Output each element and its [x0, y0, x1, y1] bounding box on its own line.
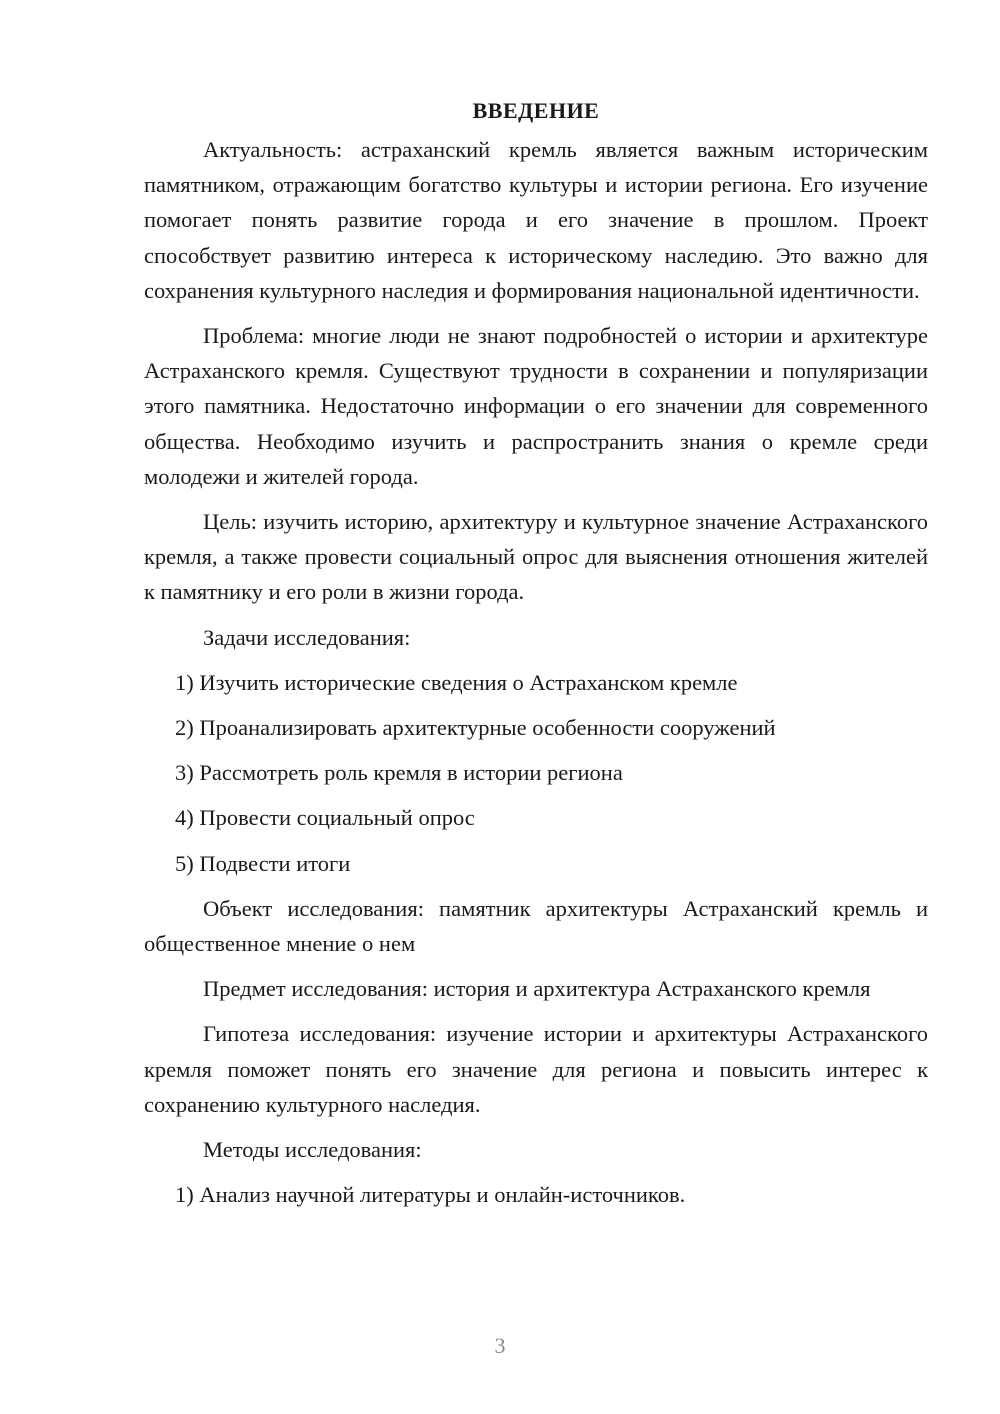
tasks-list [144, 665, 928, 881]
object-paragraph: Объект исследования: памятник архитектуры Астраханский кремль и общественное мнение о нем [144, 895, 928, 957]
subject-paragraph: Предмет исследования: история и архитектура Астраханского кремля [203, 976, 871, 1002]
relevance-paragraph: Актуальность: астраханский кремль является важным историческим памятником, отражающим богатство культуры и истории региона. Его изучение помогает понять развитие города и его значение в прошлом. Проект способствует развитию интереса к историческому наследию. Это важно для сохранения культурного наследия и формирования национальной идентичности. [144, 137, 928, 303]
methods-list [144, 1177, 928, 1212]
document-page [144, 96, 928, 1222]
list-item: 2) Проанализировать архитектурные особенности сооружений [175, 715, 776, 741]
hypothesis-paragraph: Гипотеза исследования: изучение истории и архитектуры Астраханского кремля поможет понять его значение для региона и повысить интерес к сохранению культурного наследия. [144, 1021, 928, 1117]
list-item: 3) Рассмотреть роль кремля в истории региона [175, 760, 623, 786]
tasks-heading: Задачи исследования: [203, 624, 411, 650]
list-item: 4) Провести социальный опрос [175, 805, 475, 831]
list-item: 1) Анализ научной литературы и онлайн-источников. [175, 1182, 686, 1208]
methods-heading: Методы исследования: [203, 1137, 422, 1163]
list-item: 1) Изучить исторические сведения о Астраханском кремле [175, 669, 738, 695]
page-title: ВВЕДЕНИЕ [472, 98, 600, 123]
problem-paragraph: Проблема: многие люди не знают подробностей о истории и архитектуре Астраханского кремля. Существуют трудности в сохранении и популяризации этого памятника. Недостаточно информации о его значении для современного общества. Необходимо изучить и распространить знания о кремле среди молодежи и жителей города. [144, 323, 928, 489]
page-number: 3 [494, 1333, 506, 1358]
list-item: 5) Подвести итоги [175, 850, 351, 876]
goal-paragraph: Цель: изучить историю, архитектуру и культурное значение Астраханского кремля, а также провести социальный опрос для выяснения отношения жителей к памятнику и его роли в жизни города. [144, 509, 928, 605]
